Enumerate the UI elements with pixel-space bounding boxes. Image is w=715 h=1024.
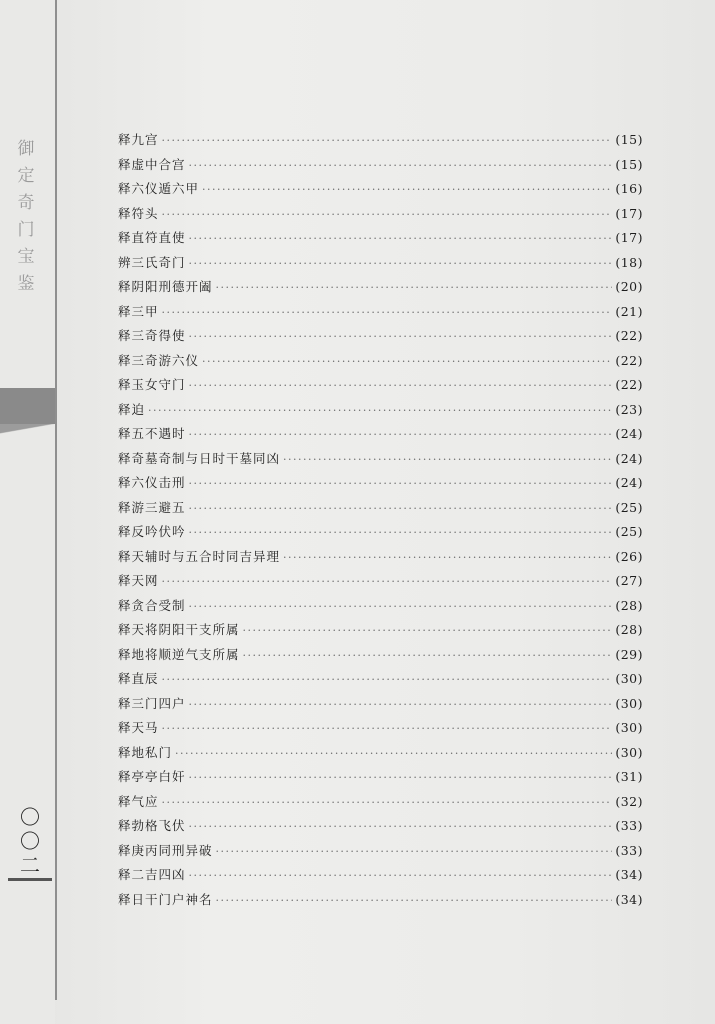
toc-entry-title: 释天马 xyxy=(118,720,159,735)
toc-entry xyxy=(118,841,643,866)
toc-entry-page: (17) xyxy=(615,205,643,221)
toc-entry xyxy=(118,522,643,547)
toc-entry-title: 释庚丙同刑异破 xyxy=(118,842,213,858)
toc-entry-title: 释勃格飞伏 xyxy=(118,818,186,833)
toc-leader-dots xyxy=(189,379,613,392)
toc-entry-page: (16) xyxy=(615,181,643,196)
toc-leader-dots xyxy=(243,624,613,637)
toc-entry-title: 释六仪击刑 xyxy=(118,475,186,490)
toc-leader-dots xyxy=(283,551,612,564)
toc-leader-dots xyxy=(148,404,612,417)
toc-entry-title: 释直符直使 xyxy=(118,230,186,245)
toc-entry-title: 释虚中合宫 xyxy=(118,156,186,172)
toc-leader-dots xyxy=(189,600,613,613)
page-number xyxy=(18,805,42,877)
page-number-digit: 二 xyxy=(20,853,40,877)
table-of-contents xyxy=(118,130,643,914)
toc-entry-page: (30) xyxy=(615,720,643,735)
toc-entry-title: 释九宫 xyxy=(118,132,159,147)
toc-leader-dots xyxy=(189,330,613,343)
toc-entry xyxy=(118,277,643,302)
toc-entry-page: (30) xyxy=(615,744,643,760)
margin-rule xyxy=(55,0,57,1000)
toc-entry xyxy=(118,596,643,621)
toc-entry xyxy=(118,645,643,670)
toc-entry-title: 辨三氏奇门 xyxy=(118,254,186,270)
toc-leader-dots xyxy=(162,722,613,735)
toc-leader-dots xyxy=(189,820,613,833)
toc-entry-title: 释亭亭白奸 xyxy=(118,769,186,784)
toc-entry-title: 释地将顺逆气支所属 xyxy=(118,646,240,662)
toc-entry-page: (15) xyxy=(615,156,643,172)
toc-entry-title: 释天将阴阳干支所属 xyxy=(118,622,240,637)
toc-entry-title: 释玉女守门 xyxy=(118,377,186,392)
toc-entry-title: 释三奇游六仪 xyxy=(118,352,200,368)
toc-leader-dots xyxy=(216,845,613,858)
toc-entry-title: 释天辅时与五合时同吉异理 xyxy=(118,548,281,564)
toc-leader-dots xyxy=(162,306,613,319)
toc-entry xyxy=(118,375,643,400)
toc-entry-title: 释游三避五 xyxy=(118,499,186,515)
toc-entry-title: 释直辰 xyxy=(118,671,159,686)
book-title-char: 定 xyxy=(17,166,35,186)
toc-entry-page: (34) xyxy=(615,867,643,882)
toc-entry-page: (32) xyxy=(615,793,643,809)
toc-entry-page: (33) xyxy=(615,818,643,833)
toc-entry xyxy=(118,669,643,694)
toc-leader-dots xyxy=(189,526,613,539)
toc-entry xyxy=(118,228,643,253)
toc-leader-dots xyxy=(175,747,612,760)
toc-entry-page: (24) xyxy=(615,426,643,441)
toc-entry-title: 释地私门 xyxy=(118,744,173,760)
toc-entry xyxy=(118,473,643,498)
toc-entry-page: (20) xyxy=(615,279,643,294)
toc-entry xyxy=(118,718,643,743)
toc-entry-page: (22) xyxy=(615,352,643,368)
page-number-digit: 〇 xyxy=(20,805,40,829)
toc-entry xyxy=(118,155,643,180)
toc-entry-title: 释奇墓奇制与日时干墓同凶 xyxy=(118,450,281,466)
margin-tab-shadow xyxy=(0,424,55,434)
toc-leader-dots xyxy=(189,257,613,270)
book-title-char: 鉴 xyxy=(17,274,35,294)
toc-entry-page: (29) xyxy=(615,646,643,662)
toc-entry-page: (21) xyxy=(615,303,643,319)
toc-entry-page: (27) xyxy=(615,573,643,588)
toc-leader-dots xyxy=(283,453,612,466)
toc-entry-title: 释气应 xyxy=(118,793,159,809)
toc-entry-page: (30) xyxy=(615,671,643,686)
toc-entry-title: 释阴阳刑德开阖 xyxy=(118,279,213,294)
toc-entry-page: (25) xyxy=(615,499,643,515)
toc-entry-title: 释六仪遁六甲 xyxy=(118,181,200,196)
toc-leader-dots xyxy=(189,477,613,490)
toc-entry xyxy=(118,743,643,768)
toc-leader-dots xyxy=(202,355,612,368)
toc-entry xyxy=(118,816,643,841)
toc-entry xyxy=(118,130,643,155)
page-number-digit: 〇 xyxy=(20,829,40,853)
toc-entry-page: (30) xyxy=(615,695,643,711)
toc-entry-title: 释二吉四凶 xyxy=(118,867,186,882)
toc-leader-dots xyxy=(202,183,612,196)
toc-entry xyxy=(118,792,643,817)
toc-entry-title: 释反吟伏吟 xyxy=(118,524,186,539)
toc-entry-title: 释五不遇时 xyxy=(118,426,186,441)
toc-leader-dots xyxy=(162,134,613,147)
toc-entry-page: (22) xyxy=(615,328,643,343)
page-number-rule xyxy=(8,878,52,881)
toc-entry xyxy=(118,253,643,278)
toc-entry-title: 释贪合受制 xyxy=(118,597,186,613)
toc-entry-title: 释天网 xyxy=(118,573,159,588)
toc-entry-page: (25) xyxy=(615,524,643,539)
toc-leader-dots xyxy=(189,159,613,172)
book-title-char: 御 xyxy=(17,139,35,159)
toc-entry xyxy=(118,547,643,572)
toc-entry-page: (18) xyxy=(615,254,643,270)
margin-tab xyxy=(0,388,55,424)
toc-entry-title: 释三门四户 xyxy=(118,695,186,711)
toc-entry-page: (24) xyxy=(615,450,643,466)
book-title-char: 宝 xyxy=(17,247,35,267)
toc-entry xyxy=(118,890,643,915)
toc-entry-title: 释三甲 xyxy=(118,303,159,319)
toc-entry xyxy=(118,694,643,719)
toc-entry-page: (28) xyxy=(615,597,643,613)
toc-leader-dots xyxy=(189,869,613,882)
toc-entry xyxy=(118,204,643,229)
toc-entry xyxy=(118,767,643,792)
toc-entry xyxy=(118,302,643,327)
toc-entry-page: (24) xyxy=(615,475,643,490)
toc-leader-dots xyxy=(162,575,613,588)
toc-entry xyxy=(118,498,643,523)
toc-leader-dots xyxy=(189,232,613,245)
toc-leader-dots xyxy=(162,796,613,809)
toc-entry xyxy=(118,424,643,449)
toc-leader-dots xyxy=(216,894,613,907)
toc-entry xyxy=(118,865,643,890)
toc-entry-page: (23) xyxy=(615,401,643,417)
book-title-vertical xyxy=(14,136,38,298)
toc-entry-page: (15) xyxy=(615,132,643,147)
toc-entry-page: (28) xyxy=(615,622,643,637)
toc-entry-page: (33) xyxy=(615,842,643,858)
toc-entry xyxy=(118,179,643,204)
toc-entry-title: 释三奇得使 xyxy=(118,328,186,343)
toc-entry-page: (22) xyxy=(615,377,643,392)
toc-leader-dots xyxy=(243,649,613,662)
toc-leader-dots xyxy=(189,698,613,711)
toc-entry xyxy=(118,620,643,645)
book-title-char: 门 xyxy=(17,220,35,240)
toc-leader-dots xyxy=(216,281,613,294)
toc-entry-page: (34) xyxy=(615,891,643,907)
toc-entry-title: 释符头 xyxy=(118,205,159,221)
book-title-char: 奇 xyxy=(17,193,35,213)
toc-entry xyxy=(118,351,643,376)
toc-entry-page: (17) xyxy=(615,230,643,245)
toc-leader-dots xyxy=(189,502,613,515)
toc-entry-page: (26) xyxy=(615,548,643,564)
toc-entry xyxy=(118,400,643,425)
toc-entry-title: 释迫 xyxy=(118,401,146,417)
toc-entry xyxy=(118,326,643,351)
toc-leader-dots xyxy=(162,208,613,221)
toc-entry xyxy=(118,449,643,474)
toc-entry-page: (31) xyxy=(615,769,643,784)
toc-leader-dots xyxy=(189,428,613,441)
toc-leader-dots xyxy=(162,673,613,686)
toc-entry-title: 释日干门户神名 xyxy=(118,891,213,907)
toc-entry xyxy=(118,571,643,596)
toc-leader-dots xyxy=(189,771,613,784)
